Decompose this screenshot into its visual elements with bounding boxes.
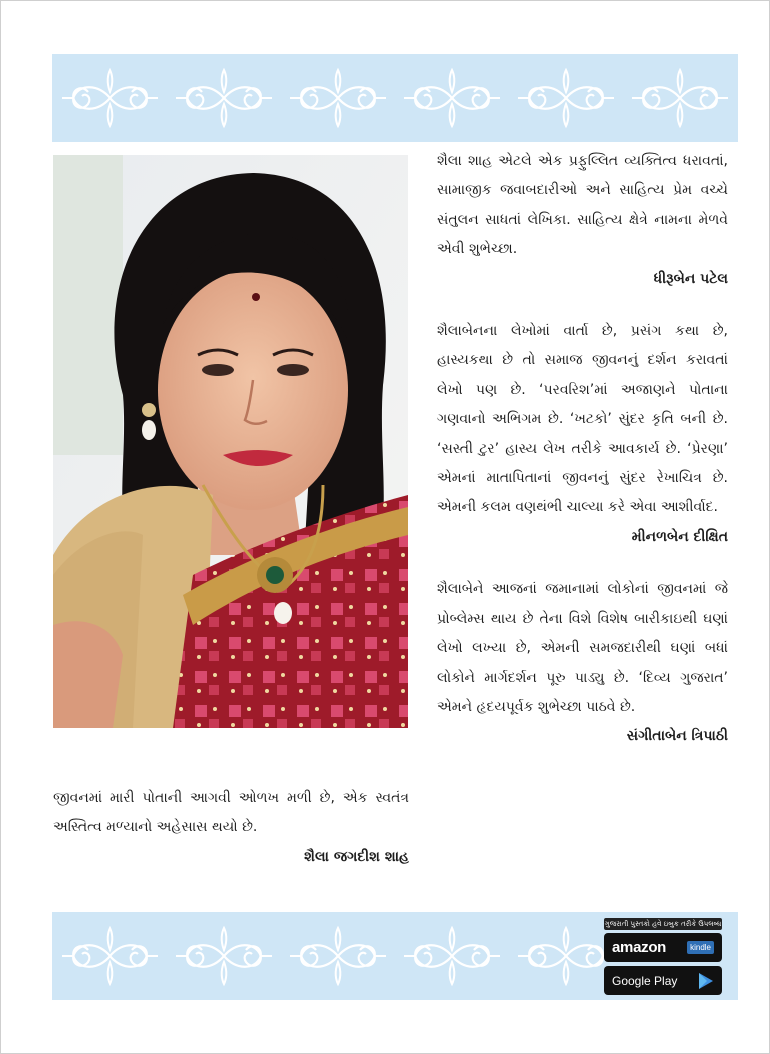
author-quote-block (53, 784, 409, 872)
google-play-label: Google Play (612, 973, 678, 988)
top-ornament-band (52, 54, 738, 142)
play-triangle-icon (698, 972, 714, 990)
amazon-label: amazon (612, 939, 667, 956)
testimonial-2-text: શૈલાબેનના લેખોમાં વાર્તા છે, પ્રસંગ કથા છે, હાસ્યકથા છે તો સમાજ જીવનનું દર્શન કરાવતાં લેખો પણ છે. ‘પરવરિશ’માં અજાણને પોતાના ગણવાનો અભિગમ છે. ‘ખટકો’ સુંદર કૃતિ બની છે. ‘સસ્તી ટુર’ હાસ્ય લેખ તરીકે આવકાર્ય છે. ‘પ્રેરણા’ એમનાં માતાપિતાનાં જીવનનું સુંદર રેખાચિત્ર છે. એમની કલમ વણથંભી ચાલ્યા કરે એવા આશીર્વાદ. (437, 323, 728, 516)
scroll-ornament-icon (52, 54, 738, 142)
kindle-label: kindle (687, 941, 714, 954)
ebook-availability-strip: ગુજરાતી પુસ્તકો હવે ઇબુક તરીકે ઉપલબ્ધ (604, 920, 722, 928)
testimonial-1-text: શૈલા શાહ એટલે એક પ્રફુલ્લિત વ્યક્તિત્વ ધરાવતાં, સામાજીક જવાબદારીઓ અને સાહિત્ય પ્રેમ વચ્ચે સંતુલન સાધતાં લેખિકા. સાહિત્ય ક્ષેત્રે નામના મેળવે એવી શુભેચ્છા. (437, 153, 728, 258)
author-photo (53, 155, 408, 728)
author-quote: જીવનમાં મારી પોતાની આગવી ઓળખ મળી છે, એક સ્વતંત્ર અસ્તિત્વ મળ્યાનો અહેસાસ થયો છે. (53, 790, 409, 836)
google-play-badge[interactable] (604, 966, 722, 995)
testimonial-2-signature: મીનળબેન દીક્ષિત (631, 528, 728, 545)
testimonial-3-signature: સંગીતાબેન ત્રિપાઠી (626, 728, 728, 745)
author-name: શૈલા જગદીશ શાહ (304, 848, 409, 865)
testimonial-1-signature: ધીરૂબેન પટેલ (653, 270, 728, 287)
amazon-kindle-badge[interactable] (604, 933, 722, 962)
ebook-store-badges (604, 918, 722, 999)
testimonials-column (437, 147, 728, 752)
testimonial-3-text: શૈલાબેને આજનાં જમાનામાં લોકોનાં જીવનમાં જે પ્રોબ્લેમ્સ થાય છે તેના વિશે વિશેષ બારીકાઇથી ઘણાં લેખો લખ્યા છે, એમની સમજદારીથી ઘણાં બધાં લોકોને માર્ગદર્શન પૂરુ પાડ્યુ છે. ‘દિવ્ય ગુજરાત’ એમને હૃદયપૂર્વક શુભેચ્છા પાઠવે છે. (437, 581, 728, 715)
